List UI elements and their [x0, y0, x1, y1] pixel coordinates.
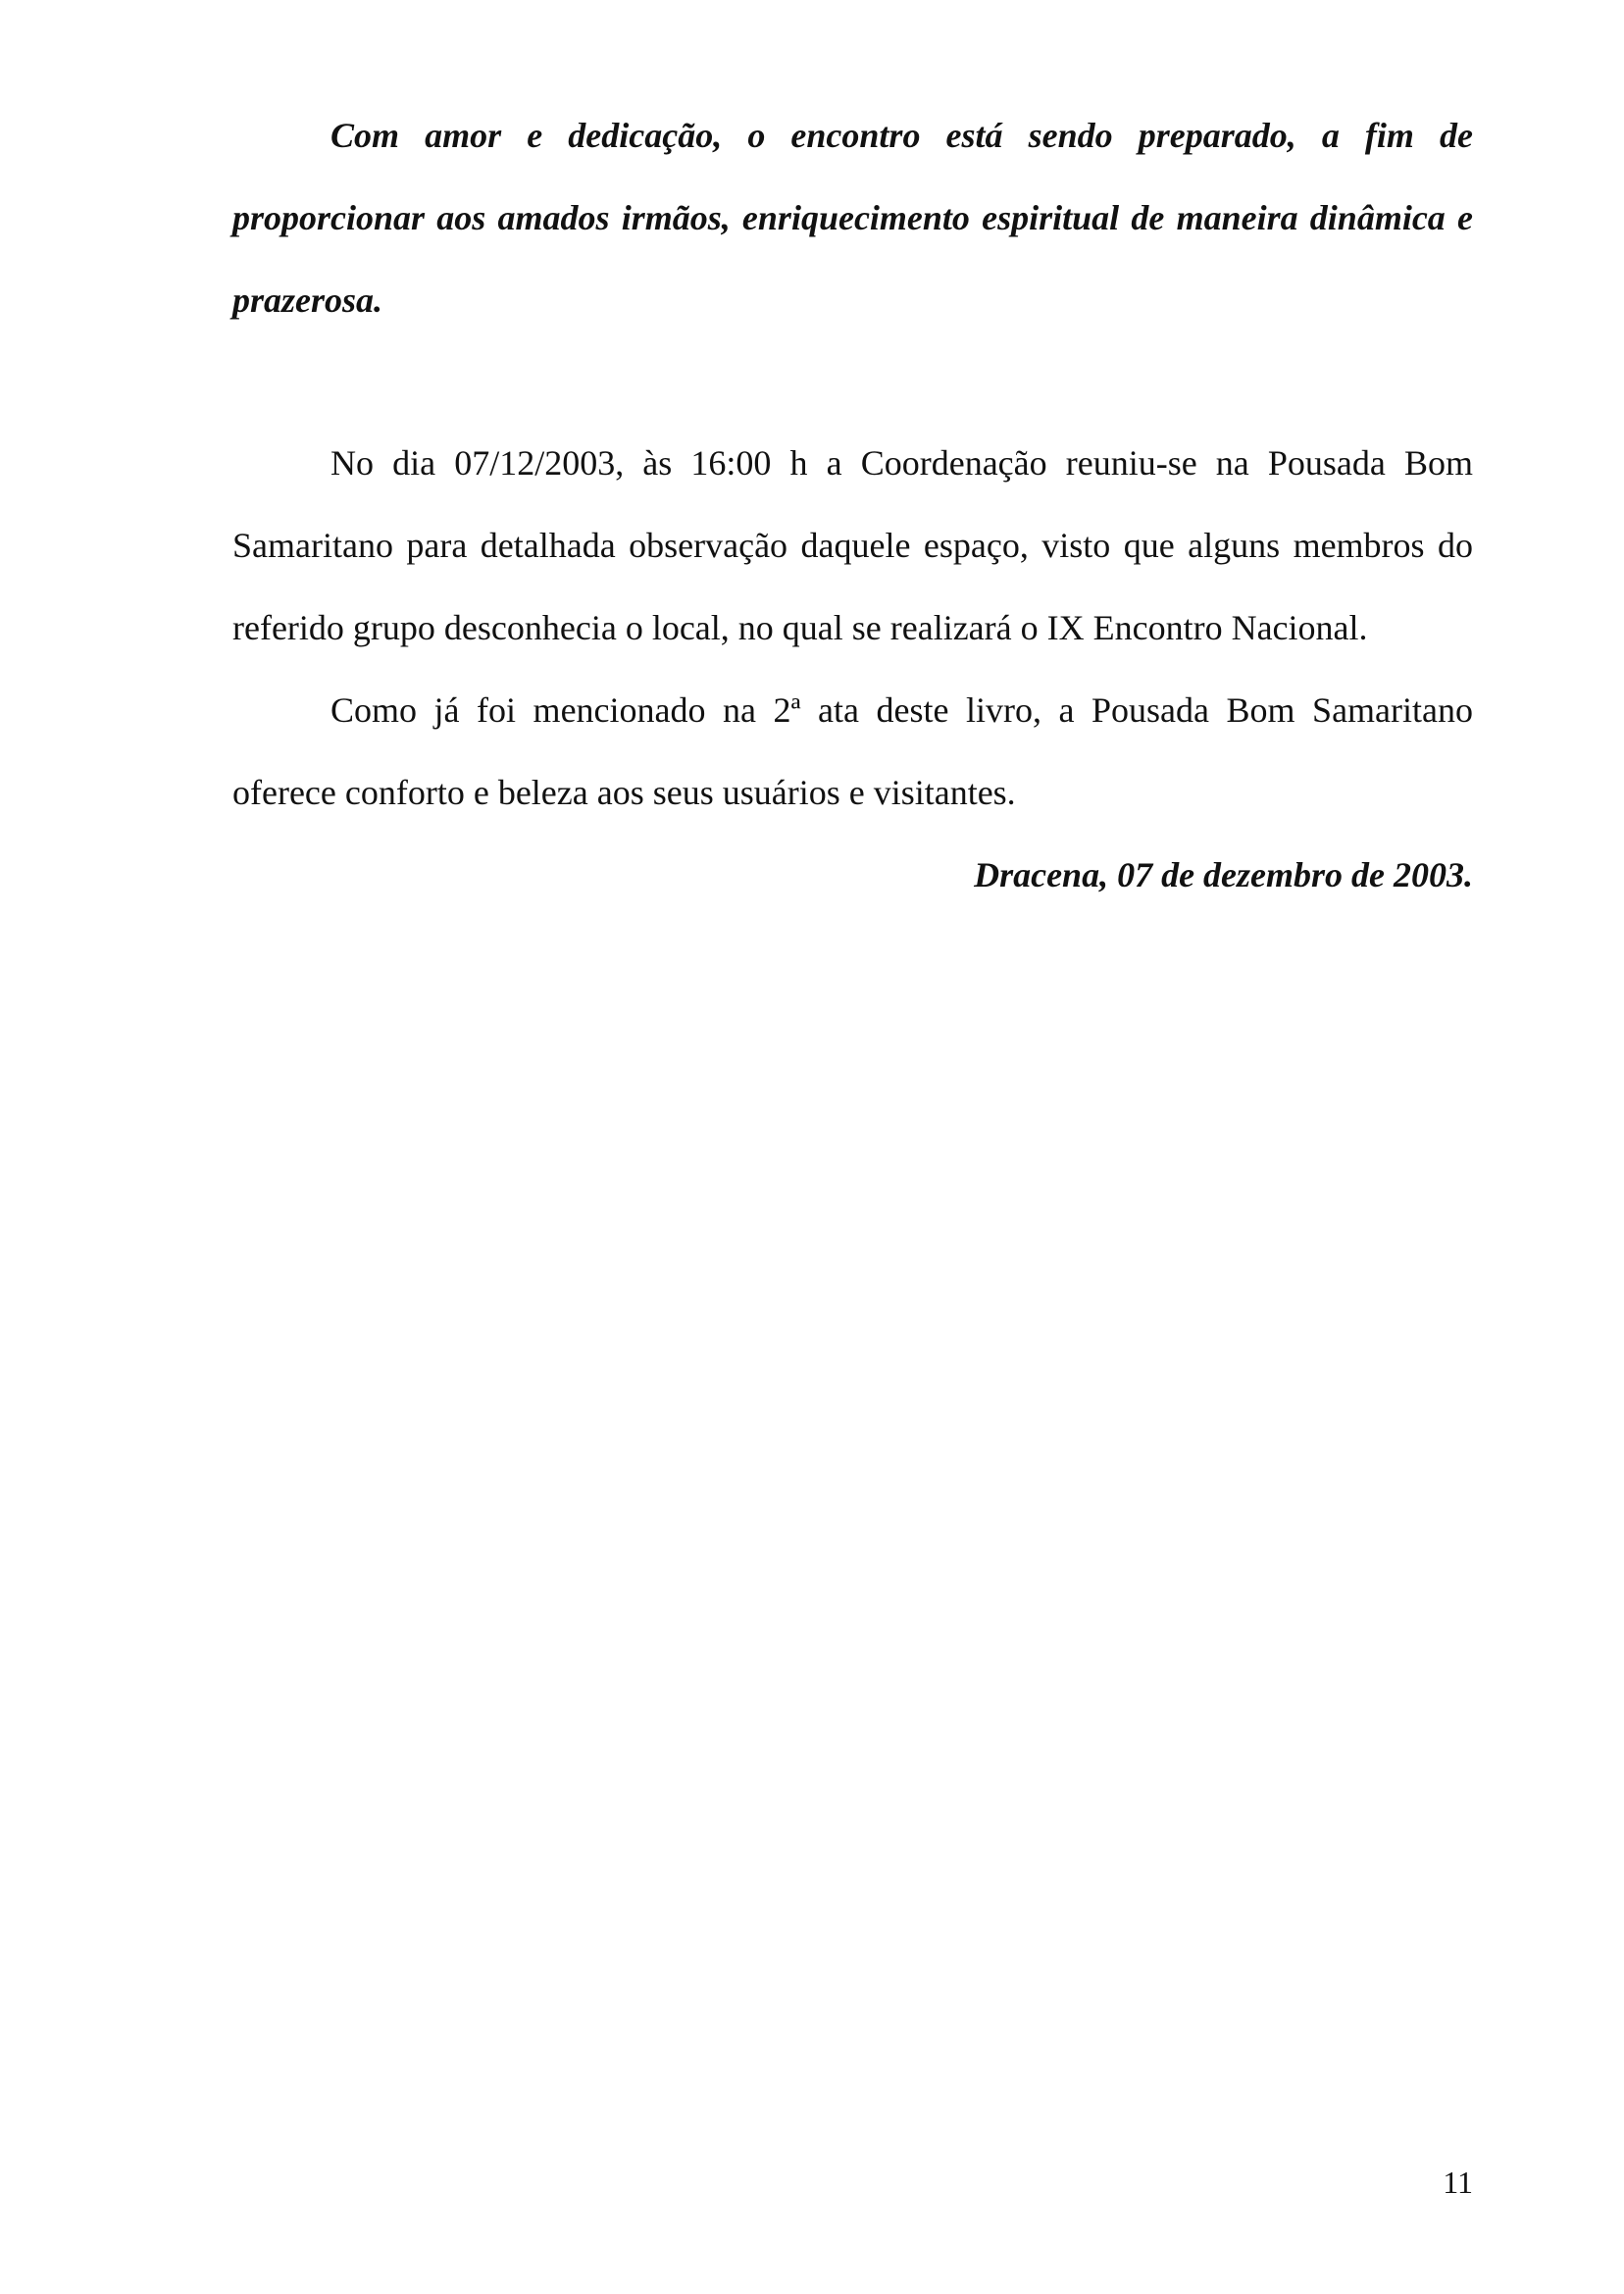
paragraph-intro: Com amor e dedicação, o encontro está sendo preparado, a fim de proporcionar aos amados irmãos, enriquecimento espiritual de maneira dinâmica e prazerosa.	[232, 116, 1473, 320]
paragraph-pousada: Como já foi mencionado na 2ª ata deste livro, a Pousada Bom Samaritano oferece conforto e beleza aos seus usuários e visitantes.	[232, 690, 1473, 812]
paragraph-meeting: No dia 07/12/2003, às 16:00 h a Coordenação reuniu-se na Pousada Bom Samaritano para detalhada observação daquele espaço, visto que alguns membros do referido grupo desconhecia o local, no qual se realizará o IX Encontro Nacional.	[232, 443, 1473, 647]
place-date-signature: Dracena, 07 de dezembro de 2003.	[974, 855, 1473, 894]
page-number: 11	[1443, 2165, 1473, 2200]
